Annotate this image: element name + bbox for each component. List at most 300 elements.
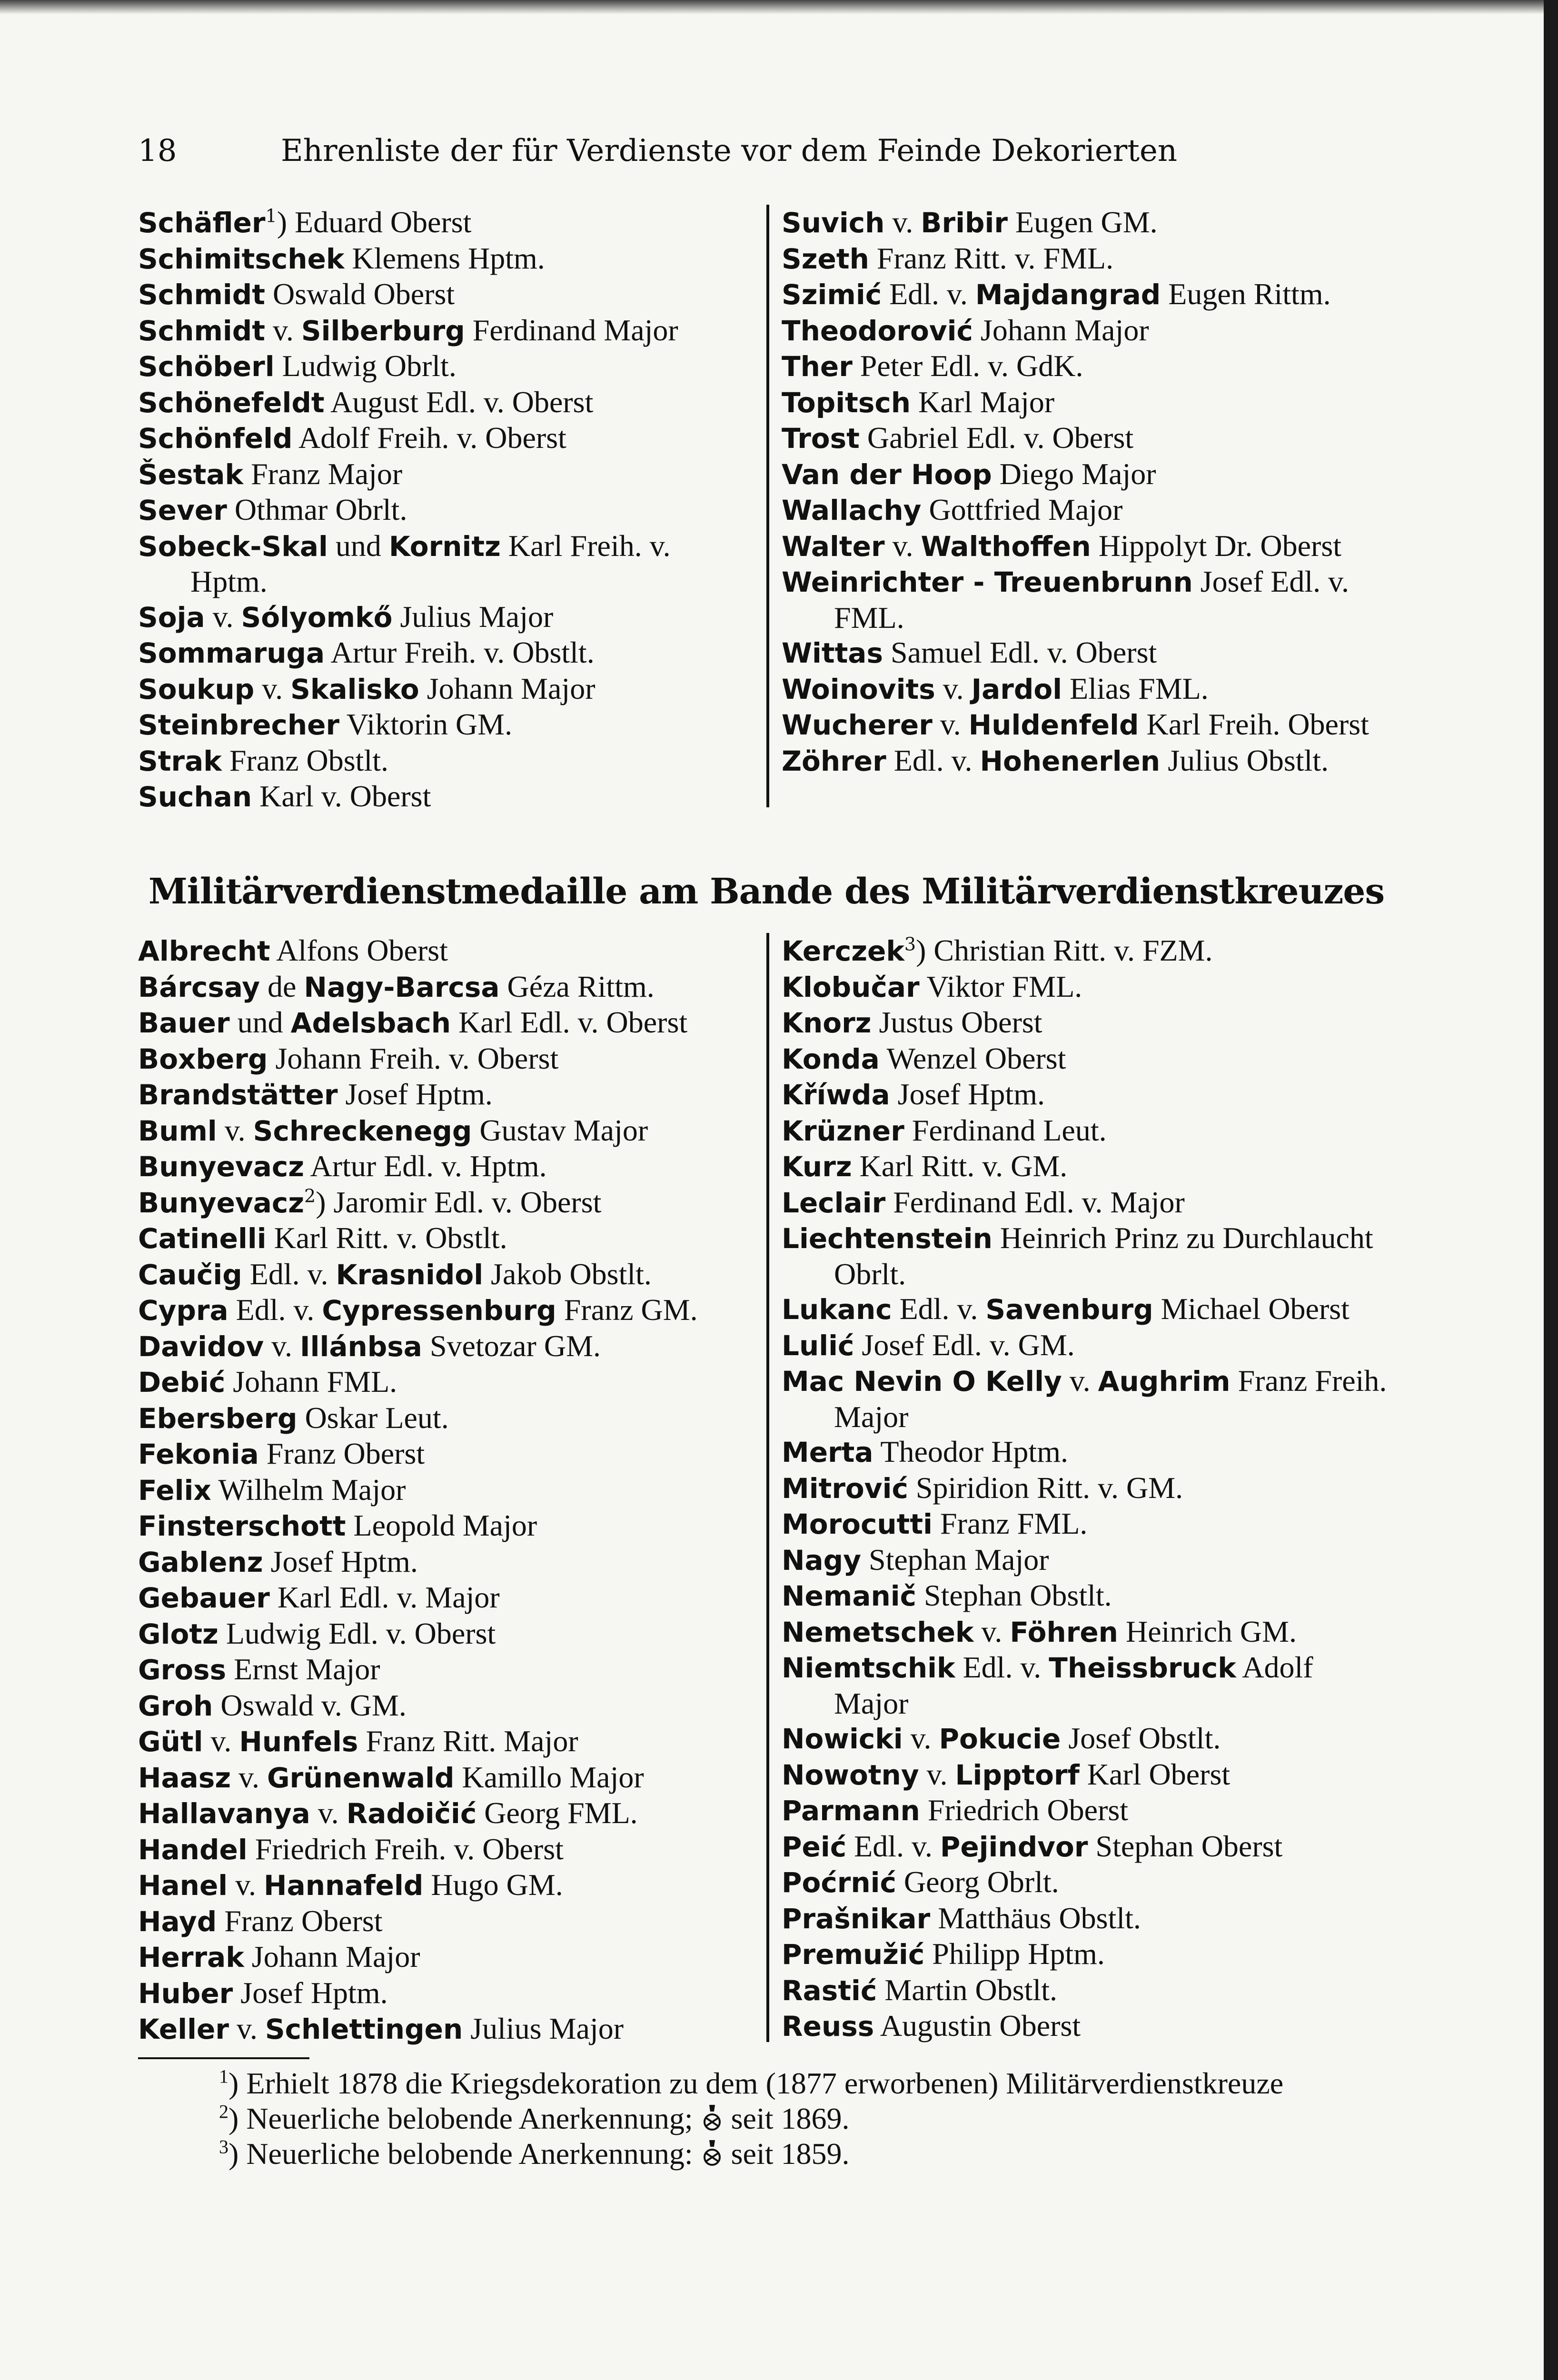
entry-surname: Boxberg xyxy=(138,1042,268,1075)
entry-details: Karl Ritt. v. Obstlt. xyxy=(266,1221,507,1255)
entry-details: v. xyxy=(935,671,972,705)
entry-details: Franz Major xyxy=(243,456,403,491)
entry-predicate: Majdangrad xyxy=(975,278,1161,311)
list-entry xyxy=(138,492,752,528)
entry-details: Gustav Major xyxy=(472,1113,648,1147)
entry-details: Georg FML. xyxy=(476,1796,638,1830)
entry-details: Edl. v. xyxy=(242,1257,336,1291)
entry-surname: Groh xyxy=(138,1689,213,1722)
list-entry xyxy=(138,2011,752,2047)
entry-surname: Hallavanya xyxy=(138,1797,310,1830)
list-entry xyxy=(782,1470,1395,1507)
entry-surname: Szimić xyxy=(782,278,882,311)
entry-predicate: Hannafeld xyxy=(264,1869,424,1902)
entry-details: Stephan Obstlt. xyxy=(916,1578,1112,1612)
entry-surname: Davidov xyxy=(138,1330,264,1363)
entry-predicate: Jardol xyxy=(971,673,1062,705)
entry-predicate: Krasnidol xyxy=(336,1258,484,1291)
entry-details: Edl. v. xyxy=(955,1650,1049,1684)
entry-surname: Buml xyxy=(138,1114,217,1147)
entry-details: Hippolyt Dr. Oberst xyxy=(1091,528,1342,563)
entry-surname: Topitsch xyxy=(782,386,911,419)
list-entry xyxy=(138,1688,752,1724)
entry-details: Franz GM. xyxy=(556,1293,698,1327)
entry-details: de xyxy=(260,969,304,1003)
entry-details: Elias FML. xyxy=(1062,671,1209,705)
list-entry xyxy=(138,1975,752,2012)
entry-details: v. xyxy=(932,707,969,741)
entry-details: Josef Hptm. xyxy=(337,1077,493,1111)
list-entry xyxy=(782,420,1395,456)
entry-details: v. xyxy=(1062,1364,1098,1398)
entry-predicate: Savenburg xyxy=(985,1293,1153,1326)
list-entry xyxy=(782,1757,1395,1793)
entry-predicate: Pokucie xyxy=(939,1723,1061,1755)
entry-details: Viktorin GM. xyxy=(339,707,513,741)
list-entry xyxy=(138,1364,752,1400)
entry-predicate: Radoičić xyxy=(346,1797,477,1830)
list-entry xyxy=(138,1292,752,1329)
footnote-text: ) Erhielt 1878 die Kriegsdekoration zu dem (1877 erworbenen) Militärverdienstkreuze xyxy=(228,2066,1284,2100)
list-entry xyxy=(138,1616,752,1652)
list-entry xyxy=(138,671,752,707)
entry-details: Friedrich Oberst xyxy=(920,1793,1129,1827)
entry-surname: Walter xyxy=(782,530,885,563)
entry-surname: Prašnikar xyxy=(782,1902,931,1935)
footnote-mark: 3 xyxy=(219,2136,228,2158)
medal-icon xyxy=(703,2104,722,2132)
list-entry xyxy=(782,1829,1395,1865)
entry-details: Edl. v. xyxy=(846,1829,940,1863)
entry-predicate: Hunfels xyxy=(239,1726,358,1758)
entry-surname: Poćrnić xyxy=(782,1866,896,1899)
entry-surname: Kurz xyxy=(782,1150,852,1183)
entry-surname: Finsterschott xyxy=(138,1510,346,1542)
entry-details: Martin Obstlt. xyxy=(877,1973,1057,2007)
entry-details: Josef Hptm. xyxy=(263,1544,418,1578)
entry-surname: Weinrichter - Treuenbrunn xyxy=(782,566,1193,598)
entry-surname: Morocutti xyxy=(782,1508,933,1540)
entry-details: Jakob Obstlt. xyxy=(483,1257,652,1291)
entry-surname: Mitrović xyxy=(782,1472,908,1505)
list-entry xyxy=(138,385,752,421)
entry-details: Johann Freih. v. Oberst xyxy=(268,1041,559,1075)
entry-surname: Knorz xyxy=(782,1007,872,1039)
entry-surname: Bunyevacz xyxy=(138,1186,305,1219)
list-entry xyxy=(138,420,752,456)
entry-details: August Edl. v. Oberst xyxy=(324,385,594,419)
entry-surname: Szeth xyxy=(782,242,869,275)
list-entry xyxy=(782,1721,1395,1757)
list-entry xyxy=(782,1506,1395,1542)
entry-details: Josef Edl. v. FML. xyxy=(834,565,1349,635)
entry-predicate: Theissbruck xyxy=(1049,1652,1236,1684)
entry-details: Svetozar GM. xyxy=(422,1329,601,1363)
list-entry xyxy=(782,1973,1395,2009)
entry-details: Edl. v. xyxy=(886,743,980,777)
entry-surname: Schöberl xyxy=(138,350,275,383)
list-entry xyxy=(138,348,752,385)
entry-details: Wenzel Oberst xyxy=(879,1041,1066,1075)
footnote-ref: 3 xyxy=(904,933,916,955)
entry-surname: Nowicki xyxy=(782,1723,903,1755)
entry-details: v. xyxy=(884,528,921,563)
list-entry xyxy=(138,1939,752,1975)
list-entry xyxy=(138,313,752,349)
entry-details: Adolf Major xyxy=(834,1650,1313,1720)
page-number: 18 xyxy=(138,133,177,169)
entry-surname: Sommaruga xyxy=(138,637,325,669)
entry-details: Oskar Leut. xyxy=(297,1400,449,1435)
entry-details: Gabriel Edl. v. Oberst xyxy=(859,421,1134,455)
entry-predicate: Kornitz xyxy=(388,530,501,563)
entry-details: Johann Major xyxy=(973,313,1149,347)
entry-surname: Ther xyxy=(782,350,853,383)
entry-surname: Schönefeldt xyxy=(138,386,325,419)
entry-details: Peter Edl. v. GdK. xyxy=(852,349,1083,383)
entry-details: v. xyxy=(919,1757,955,1791)
entry-details: Edl. v. xyxy=(228,1293,322,1327)
entry-surname: Theodorović xyxy=(782,314,973,347)
page-header xyxy=(138,133,1395,169)
entry-surname: Bauer xyxy=(138,1007,230,1039)
entry-surname: Caučig xyxy=(138,1258,242,1291)
list-entry xyxy=(138,1400,752,1437)
entry-surname: Reuss xyxy=(782,2010,874,2043)
entry-surname: Van der Hoop xyxy=(782,458,992,491)
entry-details: Augustin Oberst xyxy=(874,2009,1081,2043)
entry-predicate: Skalisko xyxy=(290,673,419,705)
entry-details: Géza Rittm. xyxy=(499,969,655,1003)
entry-details: Josef Edl. v. GM. xyxy=(854,1328,1075,1362)
footnote-ref: 1 xyxy=(265,205,277,227)
entry-surname: Haasz xyxy=(138,1761,231,1794)
footnote xyxy=(138,2101,1395,2136)
list-entry xyxy=(138,779,752,815)
entry-details: Karl Edl. v. Oberst xyxy=(451,1005,688,1039)
entry-details: Oswald Oberst xyxy=(265,277,455,311)
entry-surname: Bárcsay xyxy=(138,971,260,1003)
list-entry xyxy=(782,313,1395,349)
footnote-mark: 1 xyxy=(219,2065,228,2087)
entry-details: Karl Freih. v. Hptm. xyxy=(190,528,671,598)
footnotes xyxy=(138,2066,1395,2172)
list-entry xyxy=(782,241,1395,277)
entry-surname: Glotz xyxy=(138,1617,218,1650)
entry-predicate: Schlettingen xyxy=(265,2013,463,2045)
list-entry xyxy=(782,385,1395,421)
list-entry xyxy=(138,707,752,743)
entry-surname: Hayd xyxy=(138,1905,217,1938)
entry-predicate: Illánbsa xyxy=(300,1330,422,1363)
list-entry xyxy=(138,933,752,969)
entry-details: Ferdinand Major xyxy=(465,313,678,347)
entry-surname: Sobeck-Skal xyxy=(138,530,328,563)
entry-details: Kamillo Major xyxy=(454,1760,644,1794)
entry-surname: Steinbrecher xyxy=(138,709,340,741)
footnote-rule xyxy=(138,2057,309,2059)
entry-surname: Merta xyxy=(782,1436,873,1468)
entry-surname: Felix xyxy=(138,1474,211,1507)
entry-details: Franz FML. xyxy=(933,1507,1088,1540)
entry-surname: Albrecht xyxy=(138,935,270,967)
entry-details: Stephan Oberst xyxy=(1088,1829,1283,1863)
entry-surname: Gebauer xyxy=(138,1582,270,1614)
entry-predicate: Nagy-Barcsa xyxy=(304,971,500,1003)
entry-surname: Zöhrer xyxy=(782,744,886,777)
entry-details: Karl Ritt. v. GM. xyxy=(852,1149,1068,1183)
list-entry xyxy=(782,1149,1395,1185)
entry-predicate: Lipptorf xyxy=(955,1758,1080,1791)
list-entry xyxy=(782,528,1395,565)
list-entry xyxy=(138,1508,752,1544)
entry-details: Ferdinand Edl. v. Major xyxy=(885,1185,1185,1219)
entry-predicate: Pejindvor xyxy=(940,1830,1088,1863)
entry-details: Josef Hptm. xyxy=(233,1975,388,2010)
list-entry xyxy=(138,1795,752,1832)
entry-details: Matthäus Obstlt. xyxy=(930,1901,1141,1935)
entry-surname: Schäfler xyxy=(138,207,266,239)
entry-details: Viktor FML. xyxy=(919,969,1082,1003)
list-entry xyxy=(138,1472,752,1508)
entry-details: und xyxy=(229,1005,291,1039)
entry-surname: Kerczek xyxy=(782,935,904,967)
entry-surname: Catinelli xyxy=(138,1222,267,1255)
entry-surname: Gütl xyxy=(138,1726,203,1758)
entry-details: Franz Obstlt. xyxy=(221,743,388,777)
list-entry xyxy=(138,1867,752,1904)
entry-surname: Wallachy xyxy=(782,494,922,526)
list-entry xyxy=(782,1864,1395,1901)
entry-surname: Soukup xyxy=(138,673,255,705)
entry-details: Karl Freih. Oberst xyxy=(1139,707,1369,741)
entry-surname: Schmidt xyxy=(138,314,266,347)
entry-predicate: Huldenfeld xyxy=(968,709,1139,741)
entry-surname: Rastić xyxy=(782,1974,877,2007)
list-entry xyxy=(782,205,1395,241)
entry-surname: Nemetschek xyxy=(782,1616,974,1648)
list-entry xyxy=(138,1436,752,1472)
footnote-ref: 2 xyxy=(304,1185,316,1206)
entry-surname: Hanel xyxy=(138,1869,228,1902)
entry-details: Josef Obstlt. xyxy=(1061,1721,1221,1755)
entry-details: v. xyxy=(254,671,291,705)
entry-details: Franz Ritt. Major xyxy=(358,1724,578,1758)
list-entry xyxy=(782,1185,1395,1221)
entry-surname: Ebersberg xyxy=(138,1402,298,1435)
entry-details: Leopold Major xyxy=(346,1508,537,1542)
entry-surname: Lulić xyxy=(782,1329,854,1362)
entry-predicate: Schreckenegg xyxy=(253,1114,472,1147)
list-entry xyxy=(782,1793,1395,1829)
entry-predicate: Aughrim xyxy=(1098,1365,1231,1398)
section-title: Militärverdienstmedaille am Bande des Militärverdienstkreuzes xyxy=(148,871,1385,912)
entry-details: Johann FML. xyxy=(225,1365,397,1398)
list-entry xyxy=(138,1257,752,1293)
entry-surname: Niemtschik xyxy=(782,1652,955,1684)
entry-details: v. xyxy=(903,1721,939,1755)
list-entry xyxy=(782,1220,1395,1291)
footnote-text: ) Neuerliche belobende Anerkennung: xyxy=(228,2137,693,2171)
entry-details: Georg Obrlt. xyxy=(896,1865,1059,1899)
list-entry xyxy=(138,1580,752,1616)
footnote-date: seit 1859. xyxy=(731,2137,850,2171)
list-entry xyxy=(782,277,1395,313)
entry-details: Karl v. Oberst xyxy=(252,779,431,813)
entry-predicate: Silberburg xyxy=(301,314,465,347)
entry-surname: Šestak xyxy=(138,458,244,491)
list-entry xyxy=(782,1614,1395,1650)
entry-surname: Konda xyxy=(782,1042,880,1075)
entry-surname: Gablenz xyxy=(138,1546,263,1578)
list-entry xyxy=(138,277,752,313)
list-entry xyxy=(782,933,1395,969)
entry-details: Hugo GM. xyxy=(423,1868,563,1902)
list-entry xyxy=(138,1652,752,1688)
list-entry xyxy=(138,1904,752,1940)
entry-surname: Schönfeld xyxy=(138,422,293,455)
entry-details: Justus Oberst xyxy=(871,1005,1042,1039)
list-entry xyxy=(782,671,1395,707)
entry-details: Franz Ritt. v. FML. xyxy=(869,241,1114,275)
entry-details: Ludwig Edl. v. Oberst xyxy=(218,1616,496,1650)
entry-details: v. xyxy=(884,205,921,239)
entry-surname: Premužić xyxy=(782,1938,925,1971)
entry-details: Franz Oberst xyxy=(217,1904,383,1938)
footnote-mark: 2 xyxy=(219,2101,228,2122)
list-entry xyxy=(782,492,1395,528)
entry-surname: Suchan xyxy=(138,781,252,813)
entry-details: v. xyxy=(217,1113,253,1147)
entry-predicate: Sólyomkő xyxy=(241,601,393,634)
list-entry xyxy=(782,1041,1395,1077)
entry-details: Julius Major xyxy=(463,2012,624,2045)
entry-surname: Wucherer xyxy=(782,709,933,741)
entry-details: und xyxy=(327,528,389,563)
list-entry xyxy=(138,1185,752,1221)
list-entry xyxy=(782,1005,1395,1041)
list-entry xyxy=(782,348,1395,385)
entry-details: Adolf Freih. v. Oberst xyxy=(292,421,566,455)
entry-details: Edl. v. xyxy=(882,277,975,311)
list-entry xyxy=(138,1149,752,1185)
entry-details: Heinrich GM. xyxy=(1118,1614,1297,1648)
entry-details: Johann Major xyxy=(419,671,595,705)
entry-details: Franz Freih. Major xyxy=(834,1364,1387,1434)
footnote-date: seit 1869. xyxy=(731,2102,850,2135)
entry-predicate: Adelsbach xyxy=(290,1007,451,1039)
list-entry xyxy=(138,969,752,1005)
list-entry xyxy=(782,1077,1395,1113)
entry-details: Ludwig Obrlt. xyxy=(274,349,456,383)
list-entry xyxy=(138,1329,752,1365)
entry-details: Ferdinand Leut. xyxy=(904,1113,1107,1147)
entry-surname: Strak xyxy=(138,744,222,777)
entry-details: Philipp Hptm. xyxy=(924,1937,1105,1971)
entry-surname: Handel xyxy=(138,1833,248,1866)
entry-details: Friedrich Freih. v. Oberst xyxy=(247,1832,564,1866)
entry-details: v. xyxy=(203,1724,239,1758)
entry-surname: Klobučar xyxy=(782,971,920,1003)
left-column xyxy=(138,933,766,2045)
entry-details: v. xyxy=(228,1868,264,1902)
list-entry xyxy=(138,1832,752,1868)
list-entry xyxy=(138,528,752,599)
entry-details: Johann Major xyxy=(244,1940,420,1973)
entry-surname: Keller xyxy=(138,2013,229,2045)
list-entry xyxy=(782,743,1395,779)
list-entry xyxy=(138,1041,752,1077)
entry-surname: Liechtenstein xyxy=(782,1222,992,1255)
entry-details: v. xyxy=(228,2012,265,2045)
entry-details: Karl Major xyxy=(911,385,1055,419)
list-entry xyxy=(138,1113,752,1149)
entry-details: Klemens Hptm. xyxy=(344,241,545,275)
list-entry xyxy=(138,1724,752,1760)
entry-details: Julius Obstlt. xyxy=(1160,743,1329,777)
entry-predicate: Grünenwald xyxy=(267,1761,455,1794)
entry-details: v. xyxy=(973,1614,1010,1648)
list-entry xyxy=(782,1936,1395,1973)
list-entry xyxy=(782,635,1395,671)
running-title: Ehrenliste der für Verdienste vor dem Feinde Dekorierten xyxy=(281,133,1178,169)
entry-details: Michael Oberst xyxy=(1153,1292,1350,1326)
list-entry xyxy=(138,1005,752,1041)
footnote xyxy=(138,2066,1395,2101)
list-entry xyxy=(138,1077,752,1113)
list-entry xyxy=(138,241,752,277)
list-entry xyxy=(782,1434,1395,1470)
entry-details: Eugen Rittm. xyxy=(1161,277,1331,311)
list-entry xyxy=(782,456,1395,493)
entry-predicate: Walthoffen xyxy=(921,530,1091,563)
entry-details: v. xyxy=(205,599,241,634)
entry-details: Oswald v. GM. xyxy=(213,1688,407,1722)
entry-surname: Kříwda xyxy=(782,1079,890,1111)
right-column xyxy=(766,933,1395,2042)
entry-details: v. xyxy=(264,1329,300,1363)
entry-surname: Debić xyxy=(138,1366,226,1398)
footnote-text: ) Neuerliche belobende Anerkennung; xyxy=(228,2102,693,2135)
entry-details: Franz Oberst xyxy=(258,1437,425,1470)
left-column xyxy=(138,205,766,813)
footnote xyxy=(138,2136,1395,2172)
entry-surname: Lukanc xyxy=(782,1293,892,1326)
list-entry xyxy=(782,564,1395,635)
entry-surname: Parmann xyxy=(782,1795,920,1827)
list-entry xyxy=(782,1291,1395,1328)
entry-predicate: Bribir xyxy=(921,207,1008,239)
entry-surname: Huber xyxy=(138,1977,233,2010)
entry-surname: Brandstätter xyxy=(138,1079,338,1111)
list-entry xyxy=(782,1328,1395,1364)
entry-surname: Soja xyxy=(138,601,205,634)
entry-details: Karl Oberst xyxy=(1079,1757,1231,1791)
entry-details: Eugen GM. xyxy=(1007,205,1158,239)
entry-details: Stephan Major xyxy=(861,1542,1049,1577)
entry-details: Samuel Edl. v. Oberst xyxy=(883,635,1157,669)
entry-surname: Cypra xyxy=(138,1294,228,1327)
entry-surname: Wittas xyxy=(782,637,883,669)
entry-details: v. xyxy=(265,313,301,347)
list-entry xyxy=(138,599,752,635)
scan-edge xyxy=(0,0,1544,14)
entry-details: Othmar Obrlt. xyxy=(227,493,407,526)
entry-surname: Schimitschek xyxy=(138,242,345,275)
entry-details: ) Jaromir Edl. v. Oberst xyxy=(316,1185,602,1219)
list-entry xyxy=(782,969,1395,1005)
entry-details: v. xyxy=(231,1760,267,1794)
